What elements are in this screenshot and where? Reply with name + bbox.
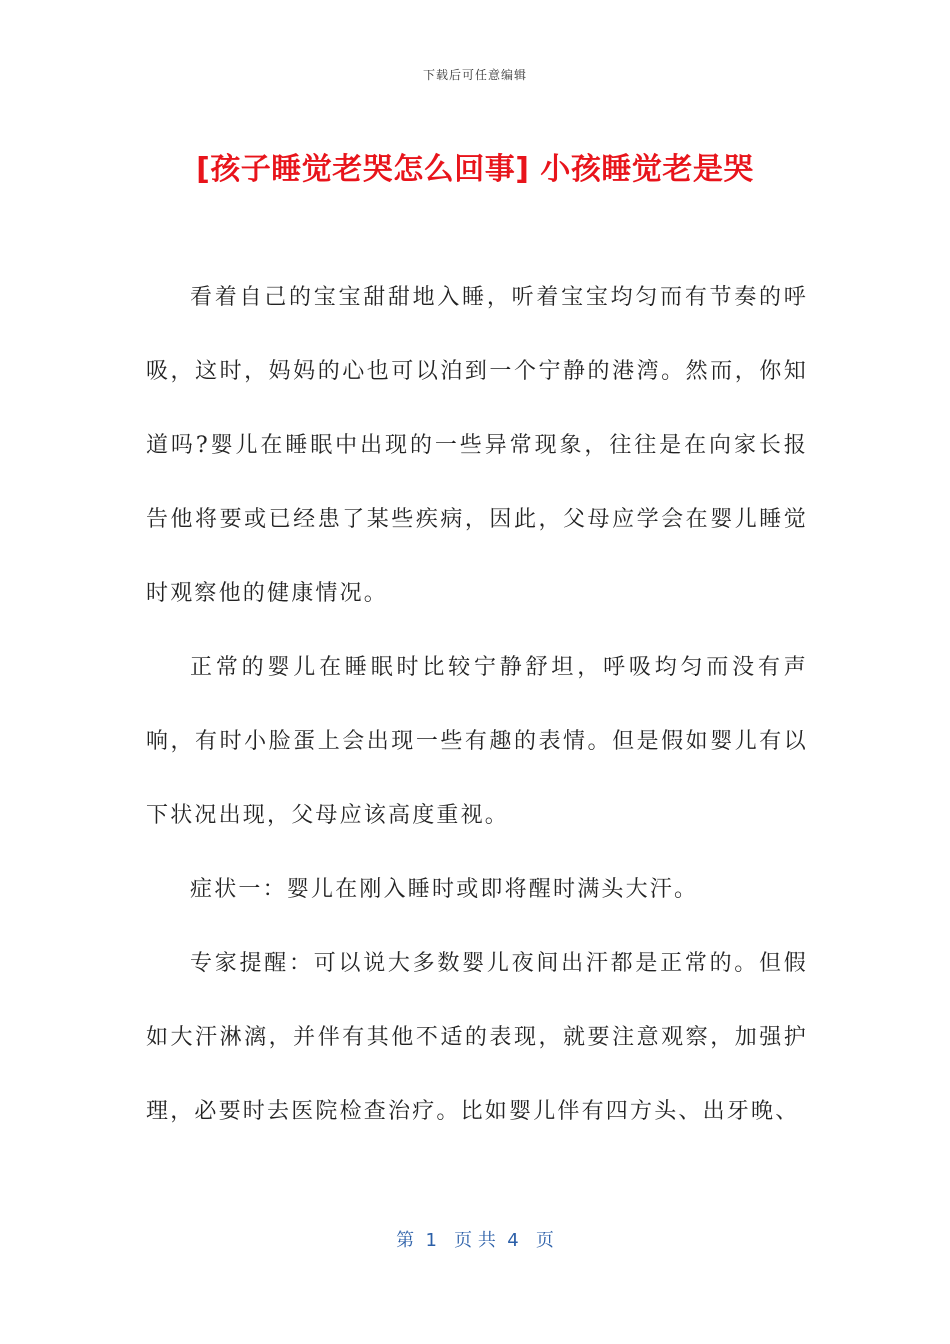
document-title: [孩子睡觉老哭怎么回事] 小孩睡觉老是哭 [196,152,754,187]
page-footer: 第 1 页 共 4 页 [396,1230,554,1251]
paragraph-2: 正常的婴儿在睡眠时比较宁静舒坦，呼吸均匀而没有声响，有时小脸蛋上会出现一些有趣的表情。但是假如婴儿有以下状况出现，父母应该高度重视。 [146,655,808,828]
paragraph-3: 症状一：婴儿在刚入睡时或即将醒时满头大汗。 [190,877,699,902]
paragraph-4: 专家提醒：可以说大多数婴儿夜间出汗都是正常的。但假如大汗淋漓，并伴有其他不适的表现，就要注意观察，加强护理，必要时去医院检查治疗。比如婴儿伴有四方头、出牙晚、 [146,951,808,1124]
header-note: 下载后可任意编辑 [422,68,527,82]
document-body [146,261,808,1149]
paragraph-1: 看着自己的宝宝甜甜地入睡，听着宝宝均匀而有节奏的呼吸，这时，妈妈的心也可以泊到一个宁静的港湾。然而，你知道吗?婴儿在睡眠中出现的一些异常现象，往往是在向家长报告他将要或已经患了某些疾病，因此，父母应学会在婴儿睡觉时观察他的健康情况。 [146,285,808,606]
